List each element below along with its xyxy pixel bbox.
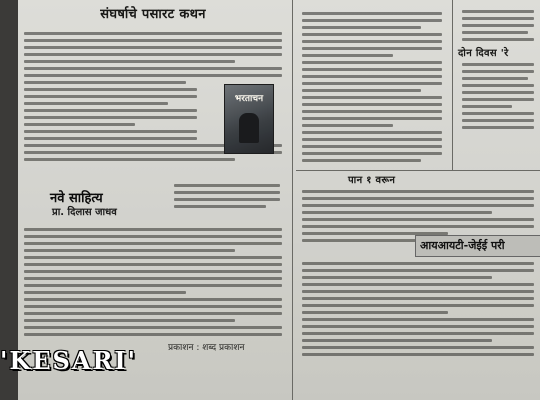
left-column	[18, 0, 288, 400]
column-divider	[452, 0, 453, 170]
kesari-watermark: 'KESARI'	[0, 346, 137, 375]
book-cover-figure	[239, 113, 259, 143]
headline: संघर्षाचे पसारट कथन	[100, 7, 206, 22]
footer-line: प्रकाशन : शब्द प्रकाशन	[168, 343, 245, 353]
author-byline: प्रा. दिलास जाधव	[52, 207, 117, 218]
newspaper-page	[18, 0, 540, 400]
section-divider	[296, 170, 540, 171]
middle-subhead: पान १ वरून	[348, 175, 396, 186]
right-subhead: दोन दिवस 'रे	[458, 48, 509, 59]
article-banner: आयआयटी-जेईई परी	[415, 235, 540, 257]
column-divider	[292, 0, 293, 400]
book-cover-image	[224, 84, 274, 154]
book-cover-title: भरताचन	[234, 94, 264, 104]
right-column	[456, 0, 540, 170]
section-title: नवे साहित्य	[50, 191, 103, 206]
